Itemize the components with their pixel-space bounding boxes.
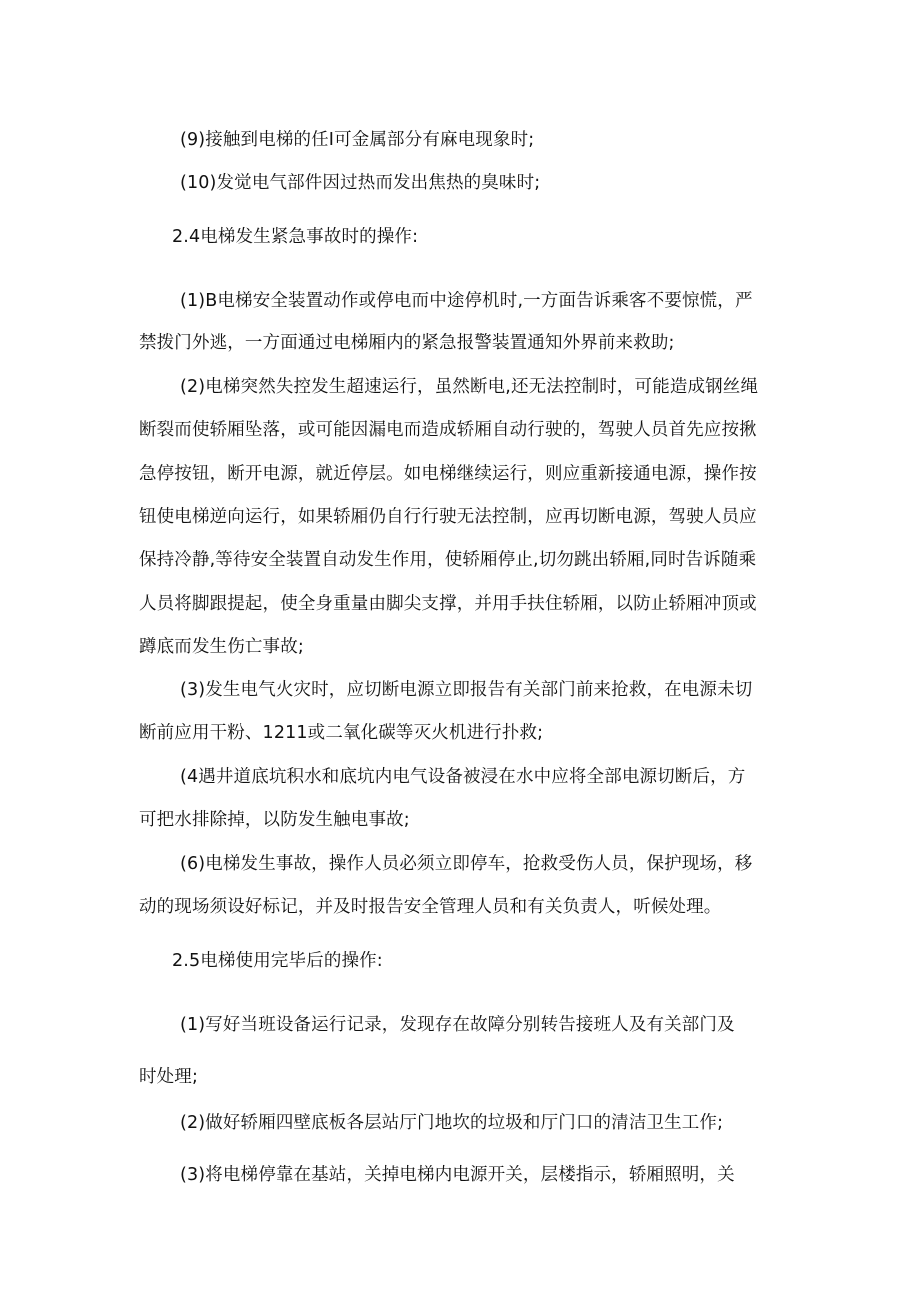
- text-line: (6)电梯发生事故，操作人员必须立即停车，抢救受伤人员，保护现场，移: [180, 854, 753, 874]
- text-line: (3)发生电气火灾时，应切断电源立即报告有关部门前来抢救，在电源未切: [180, 680, 753, 700]
- text-line: 急停按钮，断开电源，就近停层。如电梯继续运行，则应重新接通电源，操作按: [139, 464, 757, 484]
- text-line: (10)发觉电气部件因过热而发出焦热的臭味时;: [180, 173, 541, 193]
- text-line: (1)写好当班设备运行记录，发现存在故障分别转告接班人及有关部门及: [180, 1015, 735, 1035]
- text-line: 人员将脚跟提起，使全身重量由脚尖支撑，并用手扶住轿厢，以防止轿厢冲顶或: [139, 594, 757, 614]
- text-line: 保持冷静,等待安全装置自动发生作用，使轿厢停止,切勿跳出轿厢,同时告诉随乘: [139, 550, 757, 570]
- text-line: (9)接触到电梯的任I可金属部分有麻电现象时;: [180, 130, 535, 150]
- text-line: 断前应用干粉、1211或二氧化碳等灭火机进行扑救;: [139, 723, 544, 743]
- text-line: 动的现场须设好标记，并及时报告安全管理人员和有关负责人，听候处理。: [139, 897, 722, 917]
- text-line: (4遇井道底坑积水和底坑内电气设备被浸在水中应将全部电源切断后，方: [180, 767, 746, 787]
- text-line: 钮使电梯逆向运行，如果轿厢仍自行行驶无法控制，应再切断电源，驾驶人员应: [139, 507, 757, 527]
- text-line: 禁拨门外逃，一方面通过电梯厢内的紧急报警装置通知外界前来救助;: [139, 333, 675, 353]
- text-line: 蹲底而发生伤亡事故;: [139, 637, 304, 657]
- section-heading: 2.5电梯使用完毕后的操作:: [172, 951, 383, 971]
- section-heading: 2.4电梯发生紧急事故时的操作:: [172, 227, 419, 247]
- text-line: 可把水排除掉，以防发生触电事故;: [139, 810, 410, 830]
- text-line: (2)做好轿厢四壁底板各层站厅门地坎的垃圾和厅门口的清洁卫生工作;: [180, 1113, 724, 1133]
- text-line: (1)B电梯安全装置动作或停电而中途停机时,一方面告诉乘客不要惊慌，严: [180, 291, 753, 311]
- text-line: (3)将电梯停靠在基站，关掉电梯内电源开关，层楼指示，轿厢照明，关: [180, 1165, 735, 1185]
- text-line: (2)电梯突然失控发生超速运行，虽然断电,还无法控制时，可能造成钢丝绳: [180, 377, 759, 397]
- text-line: 断裂而使轿厢坠落，或可能因漏电而造成轿厢自动行驶的，驾驶人员首先应按揪: [139, 420, 757, 440]
- text-line: 时处理;: [139, 1067, 198, 1087]
